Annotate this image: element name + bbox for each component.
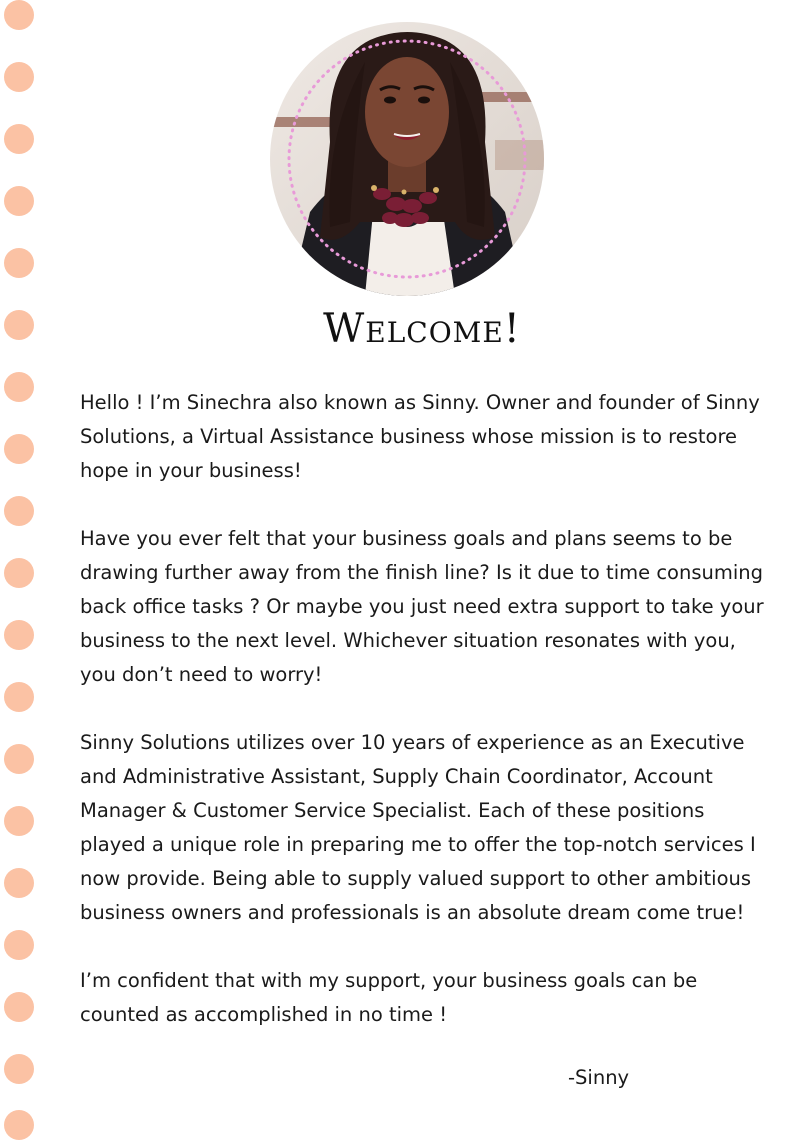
paragraph-experience: Sinny Solutions utilizes over 10 years of experience as an Executive and Administrative Assistant, Supply Chain Coordinator, Account Manager & Customer Service Specialist. Each of these positions played a unique role in preparing me to offer the top-notch services I now provide. Being able to supply valued support to other ambitious business owners and professionals is an absolute dream come true! [80,731,756,924]
dot [4,62,34,92]
dot [4,1110,34,1140]
dot [4,682,34,712]
dot [4,992,34,1022]
welcome-title: Welcome! [323,306,521,352]
dot [4,868,34,898]
welcome-letter [80,386,770,1066]
dot [4,496,34,526]
paragraph-closing: I’m confident that with my support, your business goals can be counted as accomplished in no time ! [80,969,698,1026]
dot [4,1054,34,1084]
dot [4,186,34,216]
dot [4,0,34,30]
dot [4,248,34,278]
dot [4,620,34,650]
dot [4,434,34,464]
dot [4,124,34,154]
dot [4,806,34,836]
dot [4,372,34,402]
signature: -Sinny [568,1066,630,1089]
paragraph-question: Have you ever felt that your business goals and plans seems to be drawing further away from the finish line? Is it due to time consuming back office tasks ? Or maybe you just need extra support to take your business to the next level. Whichever situation resonates with you, you don’t need to worry! [80,527,764,686]
paragraph-intro: Hello ! I’m Sinechra also known as Sinny. Owner and founder of Sinny Solutions, a Virtual Assistance business whose mission is to restore hope in your business! [80,391,760,482]
dot [4,744,34,774]
dot [4,930,34,960]
portrait-illustration [270,22,544,296]
decorative-dot-border [0,0,40,1123]
dot [4,558,34,588]
portrait-photo [270,22,544,296]
